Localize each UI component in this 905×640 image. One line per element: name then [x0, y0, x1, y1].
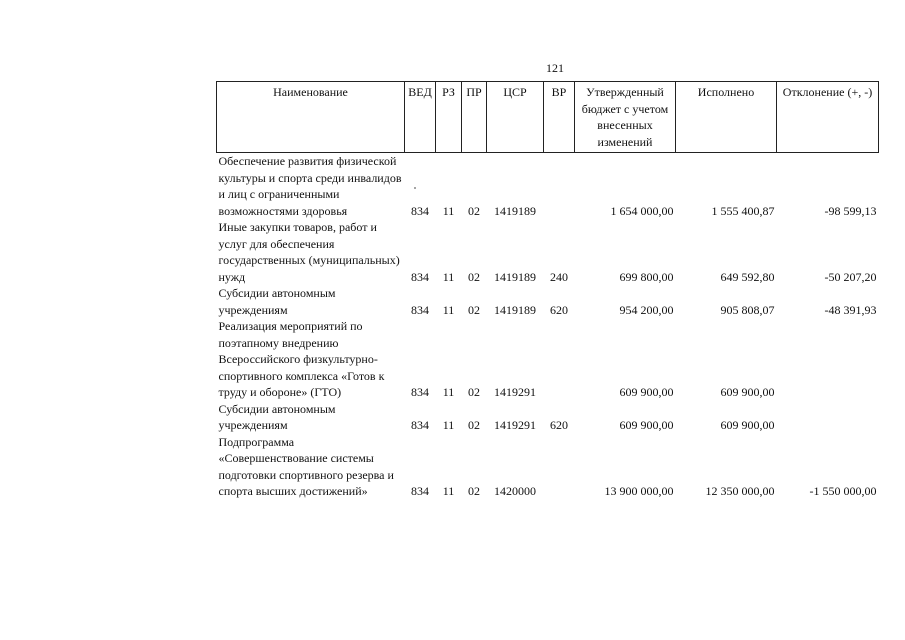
row-csr: 1419291: [494, 385, 536, 399]
table-row: [217, 318, 879, 401]
row-pr: 02: [468, 484, 480, 498]
table-header-row: [217, 82, 879, 153]
row-vr: [544, 153, 575, 220]
row-pr: 02: [468, 269, 480, 284]
row-vr: 240: [550, 269, 568, 284]
row-ved: 834: [411, 484, 429, 498]
row-name: Субсидии автономным учреждениям: [218, 401, 336, 432]
row-approved: 13 900 000,00: [604, 484, 674, 498]
header-name: Наименование: [217, 82, 405, 153]
row-pr: 02: [468, 302, 480, 317]
header-rz: РЗ: [436, 82, 462, 153]
row-rz: 11: [442, 269, 455, 284]
row-csr: 1419291: [494, 418, 536, 432]
row-executed: 609 900,00: [720, 418, 775, 432]
header-pr: ПР: [462, 82, 487, 153]
row-deviation: -1 550 000,00: [809, 484, 877, 498]
row-executed: 905 808,07: [720, 302, 775, 317]
row-deviation: [777, 318, 879, 401]
header-executed: Исполнено: [676, 82, 777, 153]
row-vr: [544, 318, 575, 401]
row-ved: 834: [411, 302, 429, 317]
table-row: [217, 153, 879, 220]
row-name: Реализация мероприятий по поэтапному внедрению Всероссийского физкультурно-спортивного комплекса «Готов к труду и обороне» (ГТО): [218, 319, 385, 399]
row-deviation: -50 207,20: [824, 269, 877, 284]
row-rz: 11: [442, 484, 455, 498]
row-rz: 11: [442, 385, 455, 399]
row-csr: 1419189: [494, 203, 536, 218]
row-csr: 1420000: [494, 484, 536, 498]
row-rz: 11: [442, 418, 455, 432]
row-pr: 02: [468, 203, 480, 218]
row-name: Обеспечение развития физической культуры и спорта среди инвалидов и лиц с ограниченными возможностями здоровья: [218, 154, 402, 218]
row-approved: 1 654 000,00: [610, 203, 674, 218]
row-ved: 834: [411, 269, 429, 284]
row-pr: 02: [468, 418, 480, 432]
row-ved: 834: [411, 418, 429, 432]
row-vr: 620: [550, 418, 568, 432]
row-executed: 1 555 400,87: [711, 203, 775, 218]
header-ved: ВЕД: [405, 82, 436, 153]
row-deviation: [777, 401, 879, 434]
row-approved: 609 900,00: [619, 418, 674, 432]
row-deviation: -98 599,13: [824, 203, 877, 218]
table-row: [217, 285, 879, 318]
row-pr: 02: [468, 385, 480, 399]
row-vr: [544, 434, 575, 500]
row-ved: 834: [411, 203, 429, 218]
header-deviation: Отклонение (+, -): [777, 82, 879, 153]
row-csr: 1419189: [494, 269, 536, 284]
row-approved: 954 200,00: [619, 302, 674, 317]
row-name: Подпрограмма «Совершенствование системы подготовки спортивного резерва и спорта высших достижений»: [218, 434, 394, 498]
row-rz: 11: [442, 203, 455, 218]
row-executed: 12 350 000,00: [705, 484, 775, 498]
row-rz: 11: [442, 302, 455, 317]
row-executed: 649 592,80: [720, 269, 775, 284]
page-number: 121: [546, 61, 564, 75]
row-deviation: -48 391,93: [824, 302, 877, 317]
row-approved: 699 800,00: [619, 269, 674, 284]
header-approved: Утвержденный бюджет с учетом внесенных изменений: [575, 82, 676, 153]
budget-table: [216, 81, 879, 500]
header-vr: ВР: [544, 82, 575, 153]
header-csr: ЦСР: [487, 82, 544, 153]
table-row: [217, 401, 879, 434]
row-ved: 834: [411, 385, 429, 399]
row-approved: 609 900,00: [619, 385, 674, 399]
row-name: Субсидии автономным учреждениям: [218, 286, 336, 317]
table-row: [217, 434, 879, 500]
row-vr: 620: [550, 302, 568, 317]
row-csr: 1419189: [494, 302, 536, 317]
table-row: [217, 219, 879, 285]
row-executed: 609 900,00: [720, 385, 775, 399]
row-name: Иные закупки товаров, работ и услуг для обеспечения государственных (муниципальных) нужд: [218, 220, 400, 284]
